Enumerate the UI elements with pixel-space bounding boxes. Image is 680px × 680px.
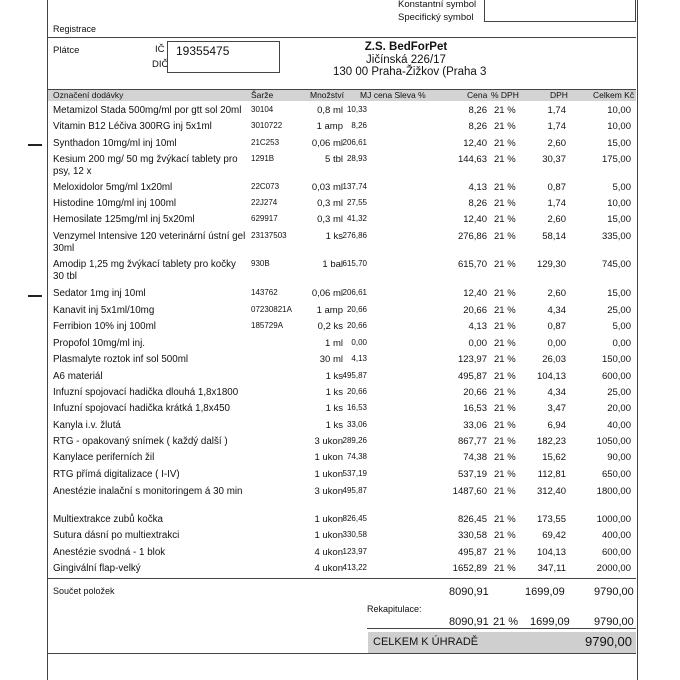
- margin-mark: [28, 295, 42, 297]
- item-unit-price: 123,97: [342, 547, 367, 556]
- dic-label: DIČ: [152, 59, 169, 70]
- item-dph: 182,23: [536, 436, 566, 447]
- item-qty: 0,06 ml: [311, 288, 343, 299]
- item-qty: 1 ks: [325, 371, 343, 382]
- item-unit-price: 20,66: [346, 305, 367, 314]
- item-price: 537,19: [457, 469, 487, 480]
- item-price: 4,13: [468, 182, 487, 193]
- item-total: 650,00: [601, 469, 631, 480]
- col-total: Celkem Kč: [593, 90, 635, 100]
- item-name: Ferribion 10% inj 100ml: [53, 321, 156, 332]
- item-total: 40,00: [607, 420, 631, 431]
- col-unit-price: MJ cena Sleva %: [360, 90, 426, 100]
- item-price: 123,97: [457, 354, 487, 365]
- item-unit-price: 8,26: [351, 121, 367, 130]
- item-vat: 21 %: [494, 514, 516, 525]
- item-unit-price: 41,32: [346, 214, 367, 223]
- item-unit-price: 20,66: [346, 321, 367, 330]
- item-unit-price: 537,19: [342, 469, 367, 478]
- item-batch: 21C253: [251, 138, 280, 147]
- item-dph: 129,30: [536, 259, 566, 270]
- item-price: 20,66: [463, 305, 487, 316]
- item-vat: 21 %: [494, 154, 516, 165]
- supplier-street: Jičínská 226/17: [366, 54, 446, 66]
- item-name: Sutura dásní po multiextrakci: [53, 530, 180, 541]
- item-name: Meloxidolor 5mg/ml 1x20ml: [53, 182, 173, 193]
- item-vat: 21 %: [494, 486, 516, 497]
- specific-symbol-label: Specifický symbol: [398, 12, 474, 23]
- item-total: 5,00: [612, 182, 631, 193]
- item-total: 10,00: [607, 121, 631, 132]
- item-price: 12,40: [463, 288, 487, 299]
- item-qty: 1 amp: [316, 305, 343, 316]
- item-name: Gingivální flap-velký: [53, 563, 141, 574]
- item-total: 15,00: [607, 288, 631, 299]
- item-total: 1000,00: [596, 514, 631, 525]
- item-dph: 15,62: [542, 452, 566, 463]
- item-dph: 312,40: [536, 486, 566, 497]
- item-vat: 21 %: [494, 530, 516, 541]
- item-dph: 1,74: [547, 121, 566, 132]
- item-name: Kanavit inj 5x1ml/10mg: [53, 305, 155, 316]
- item-qty: 1 ks: [325, 387, 343, 398]
- recap-dph: 1699,09: [530, 616, 570, 628]
- item-unit-price: 27,55: [346, 198, 367, 207]
- item-price: 1487,60: [452, 486, 487, 497]
- item-total: 600,00: [601, 547, 631, 558]
- item-vat: 21 %: [494, 214, 516, 225]
- item-name: Infuzní spojovací hadička krátká 1,8x450: [53, 403, 230, 414]
- item-vat: 21 %: [494, 563, 516, 574]
- item-dph: 0,87: [547, 321, 566, 332]
- item-dph: 2,60: [547, 138, 566, 149]
- constant-symbol-label: Konstantní symbol: [398, 0, 477, 10]
- item-unit-price: 137,74: [342, 182, 367, 191]
- divider: [48, 653, 636, 654]
- item-batch: 1291B: [251, 154, 275, 163]
- col-dph: DPH: [550, 90, 568, 100]
- item-total: 400,00: [601, 530, 631, 541]
- item-price: 33,06: [463, 420, 487, 431]
- payer-label: Plátce: [53, 45, 80, 56]
- recap-label: Rekapitulace:: [367, 604, 422, 614]
- item-total: 25,00: [607, 305, 631, 316]
- summary-dph: 1699,09: [525, 586, 565, 598]
- item-qty: 1 ks: [325, 420, 343, 431]
- item-qty: 3 ukon: [314, 436, 343, 447]
- supplier-city: 130 00 Praha-Žižkov (Praha 3: [333, 66, 487, 78]
- item-dph: 0,87: [547, 182, 566, 193]
- ic-label: IČ: [155, 44, 165, 55]
- item-unit-price: 330,58: [342, 530, 367, 539]
- item-price: 330,58: [457, 530, 487, 541]
- item-qty: 0,3 ml: [317, 214, 343, 225]
- item-unit-price: 495,87: [342, 486, 367, 495]
- item-dph: 3,47: [547, 403, 566, 414]
- item-dph: 26,03: [542, 354, 566, 365]
- item-vat: 21 %: [494, 452, 516, 463]
- item-name: Amodip 1,25 mg žvýkací tablety pro kočky 30 tbl: [53, 259, 236, 282]
- item-price: 4,13: [468, 321, 487, 332]
- item-price: 615,70: [457, 259, 487, 270]
- item-unit-price: 289,26: [342, 436, 367, 445]
- symbol-value-box: [484, 0, 636, 22]
- item-vat: 21 %: [494, 420, 516, 431]
- summary-price: 8090,91: [449, 586, 489, 598]
- item-dph: 4,34: [547, 305, 566, 316]
- item-name: Anestézie inalační s monitoringem á 30 min: [53, 486, 243, 497]
- item-vat: 21 %: [494, 182, 516, 193]
- item-name: Multiextrakce zubů kočka: [53, 514, 163, 525]
- item-dph: 347,11: [537, 563, 566, 574]
- col-vat: % DPH: [491, 90, 519, 100]
- item-qty: 0,3 ml: [317, 198, 343, 209]
- item-qty: 3 ukon: [314, 486, 343, 497]
- item-vat: 21 %: [494, 354, 516, 365]
- item-name: Histodine 10mg/ml inj 100ml: [53, 198, 177, 209]
- item-name: Kanylace periferních žil: [53, 452, 155, 463]
- item-price: 8,26: [468, 121, 487, 132]
- item-price: 16,53: [463, 403, 487, 414]
- item-total: 25,00: [607, 387, 631, 398]
- item-total: 175,00: [601, 154, 631, 165]
- item-total: 335,00: [601, 231, 631, 242]
- grand-total-label: CELKEM K ÚHRADĚ: [373, 636, 479, 648]
- item-batch: 23137503: [251, 231, 287, 240]
- item-qty: 1 amp: [316, 121, 343, 132]
- item-batch: 930B: [251, 259, 270, 268]
- item-unit-price: 0,00: [351, 338, 367, 347]
- item-dph: 104,13: [536, 371, 566, 382]
- item-price: 8,26: [468, 105, 487, 116]
- item-name: Hemosilate 125mg/ml inj 5x20ml: [53, 214, 195, 225]
- divider: [367, 628, 636, 629]
- item-batch: 629917: [251, 214, 278, 223]
- item-name: RTG - opakovaný snímek ( každý další ): [53, 436, 228, 447]
- item-name: Sedator 1mg inj 10ml: [53, 288, 146, 299]
- item-qty: 4 ukon: [314, 563, 343, 574]
- item-price: 495,87: [457, 547, 487, 558]
- item-batch: 185729A: [251, 321, 284, 330]
- item-dph: 104,13: [536, 547, 566, 558]
- supplier-name: Z.S. BedForPet: [364, 41, 448, 53]
- item-price: 144,63: [457, 154, 487, 165]
- item-dph: 2,60: [547, 214, 566, 225]
- item-dph: 1,74: [547, 198, 566, 209]
- item-unit-price: 276,86: [342, 231, 367, 240]
- item-qty: 1 ks: [325, 231, 343, 242]
- item-unit-price: 20,66: [346, 387, 367, 396]
- item-unit-price: 10,33: [346, 105, 367, 114]
- item-unit-price: 826,45: [342, 514, 367, 523]
- summary-label: Součet položek: [53, 586, 115, 596]
- item-qty: 1 ks: [325, 403, 343, 414]
- item-vat: 21 %: [494, 198, 516, 209]
- item-vat: 21 %: [494, 138, 516, 149]
- grand-total-value: 9790,00: [585, 634, 632, 649]
- item-price: 867,77: [457, 436, 487, 447]
- item-total: 15,00: [607, 138, 631, 149]
- item-qty: 1 bal: [322, 259, 343, 270]
- ic-value: 19355475: [176, 44, 230, 58]
- item-name: Synthadon 10mg/ml inj 10ml: [53, 138, 177, 149]
- item-unit-price: 413,22: [342, 563, 367, 572]
- item-dph: 173,55: [536, 514, 566, 525]
- item-dph: 30,37: [542, 154, 566, 165]
- item-name: Plasmalyte roztok inf sol 500ml: [53, 354, 189, 365]
- item-price: 826,45: [457, 514, 487, 525]
- item-qty: 0,06 ml: [311, 138, 343, 149]
- item-qty: 0,03 ml: [311, 182, 343, 193]
- margin-mark: [28, 144, 42, 146]
- item-name: Kesium 200 mg/ 50 mg žvýkací tablety pro psy, 12 x: [53, 154, 238, 177]
- item-batch: 3010722: [251, 121, 283, 130]
- table-header: [48, 90, 636, 101]
- item-total: 1800,00: [596, 486, 631, 497]
- item-unit-price: 33,06: [346, 420, 367, 429]
- item-qty: 1 ukon: [314, 469, 343, 480]
- item-vat: 21 %: [494, 338, 516, 349]
- item-unit-price: 28,93: [346, 154, 367, 163]
- item-qty: 0,2 ks: [317, 321, 343, 332]
- item-qty: 1 ukon: [314, 514, 343, 525]
- item-vat: 21 %: [494, 105, 516, 116]
- item-qty: 4 ukon: [314, 547, 343, 558]
- item-dph: 112,81: [537, 469, 566, 480]
- item-price: 0,00: [468, 338, 487, 349]
- item-total: 15,00: [607, 214, 631, 225]
- item-price: 8,26: [468, 198, 487, 209]
- col-qty: Množství: [310, 90, 345, 100]
- item-vat: 21 %: [494, 403, 516, 414]
- recap-vat: 21 %: [493, 616, 519, 628]
- item-total: 150,00: [601, 354, 631, 365]
- item-dph: 1,74: [547, 105, 566, 116]
- divider: [48, 578, 636, 579]
- item-vat: 21 %: [494, 259, 516, 270]
- item-total: 0,00: [612, 338, 631, 349]
- item-price: 12,40: [463, 214, 487, 225]
- item-vat: 21 %: [494, 288, 516, 299]
- item-name: Venzymel Intensive 120 veterinární ústní gel 30ml: [53, 231, 246, 254]
- item-dph: 6,94: [547, 420, 566, 431]
- item-total: 20,00: [607, 403, 631, 414]
- item-vat: 21 %: [494, 231, 516, 242]
- recap-price: 8090,91: [449, 616, 489, 628]
- item-name: Anestézie svodná - 1 blok: [53, 547, 166, 558]
- item-qty: 1 ukon: [314, 452, 343, 463]
- item-dph: 69,42: [542, 530, 566, 541]
- item-vat: 21 %: [494, 371, 516, 382]
- item-unit-price: 4,13: [351, 354, 367, 363]
- divider: [48, 37, 636, 38]
- item-price: 495,87: [457, 371, 487, 382]
- item-dph: 4,34: [547, 387, 566, 398]
- item-unit-price: 206,61: [342, 288, 367, 297]
- item-price: 20,66: [463, 387, 487, 398]
- item-unit-price: 206,61: [342, 138, 367, 147]
- item-vat: 21 %: [494, 547, 516, 558]
- item-vat: 21 %: [494, 469, 516, 480]
- item-unit-price: 16,53: [346, 403, 367, 412]
- item-batch: 143762: [251, 288, 278, 297]
- item-vat: 21 %: [494, 387, 516, 398]
- item-total: 1050,00: [596, 436, 631, 447]
- item-dph: 2,60: [547, 288, 566, 299]
- symbol-labels: [398, 0, 476, 24]
- item-price: 1652,89: [452, 563, 487, 574]
- recap-total: 9790,00: [594, 616, 634, 628]
- item-vat: 21 %: [494, 436, 516, 447]
- item-total: 2000,00: [596, 563, 631, 574]
- item-qty: 5 tbl: [325, 154, 343, 165]
- item-qty: 1 ukon: [314, 530, 343, 541]
- item-batch: 30104: [251, 105, 274, 114]
- item-unit-price: 615,70: [342, 259, 367, 268]
- item-total: 10,00: [607, 105, 631, 116]
- item-price: 276,86: [457, 231, 487, 242]
- item-total: 600,00: [601, 371, 631, 382]
- item-total: 745,00: [601, 259, 631, 270]
- item-qty: 1 ml: [325, 338, 343, 349]
- item-name: Propofol 10mg/ml inj.: [53, 338, 146, 349]
- item-vat: 21 %: [494, 321, 516, 332]
- col-price: Cena: [467, 90, 488, 100]
- item-name: A6 materiál: [53, 371, 103, 382]
- item-qty: 0,8 ml: [317, 105, 343, 116]
- item-name: Metamizol Stada 500mg/ml por gtt sol 20ml: [53, 105, 242, 116]
- item-unit-price: 495,87: [342, 371, 367, 380]
- item-vat: 21 %: [494, 305, 516, 316]
- col-batch: Šarže: [251, 90, 274, 100]
- item-name: Infuzní spojovací hadička dlouhá 1,8x1800: [53, 387, 239, 398]
- item-vat: 21 %: [494, 121, 516, 132]
- item-total: 5,00: [612, 321, 631, 332]
- item-name: Vitamin B12 Léčiva 300RG inj 5x1ml: [53, 121, 212, 132]
- item-unit-price: 74,38: [346, 452, 367, 461]
- registration-label: Registrace: [53, 24, 97, 34]
- item-price: 12,40: [463, 138, 487, 149]
- item-dph: 0,00: [547, 338, 566, 349]
- item-price: 74,38: [463, 452, 487, 463]
- item-qty: 30 ml: [319, 354, 343, 365]
- item-name: RTG přímá digitalizace ( I-IV): [53, 469, 180, 480]
- item-dph: 58,14: [542, 231, 566, 242]
- item-total: 10,00: [607, 198, 631, 209]
- item-total: 90,00: [607, 452, 631, 463]
- item-batch: 07230821A: [251, 305, 292, 314]
- col-name: Označení dodávky: [53, 90, 124, 100]
- item-name: Kanyla i.v. žlutá: [53, 420, 121, 431]
- item-batch: 22C073: [251, 182, 280, 191]
- summary-total: 9790,00: [594, 586, 634, 598]
- item-batch: 22J274: [251, 198, 278, 207]
